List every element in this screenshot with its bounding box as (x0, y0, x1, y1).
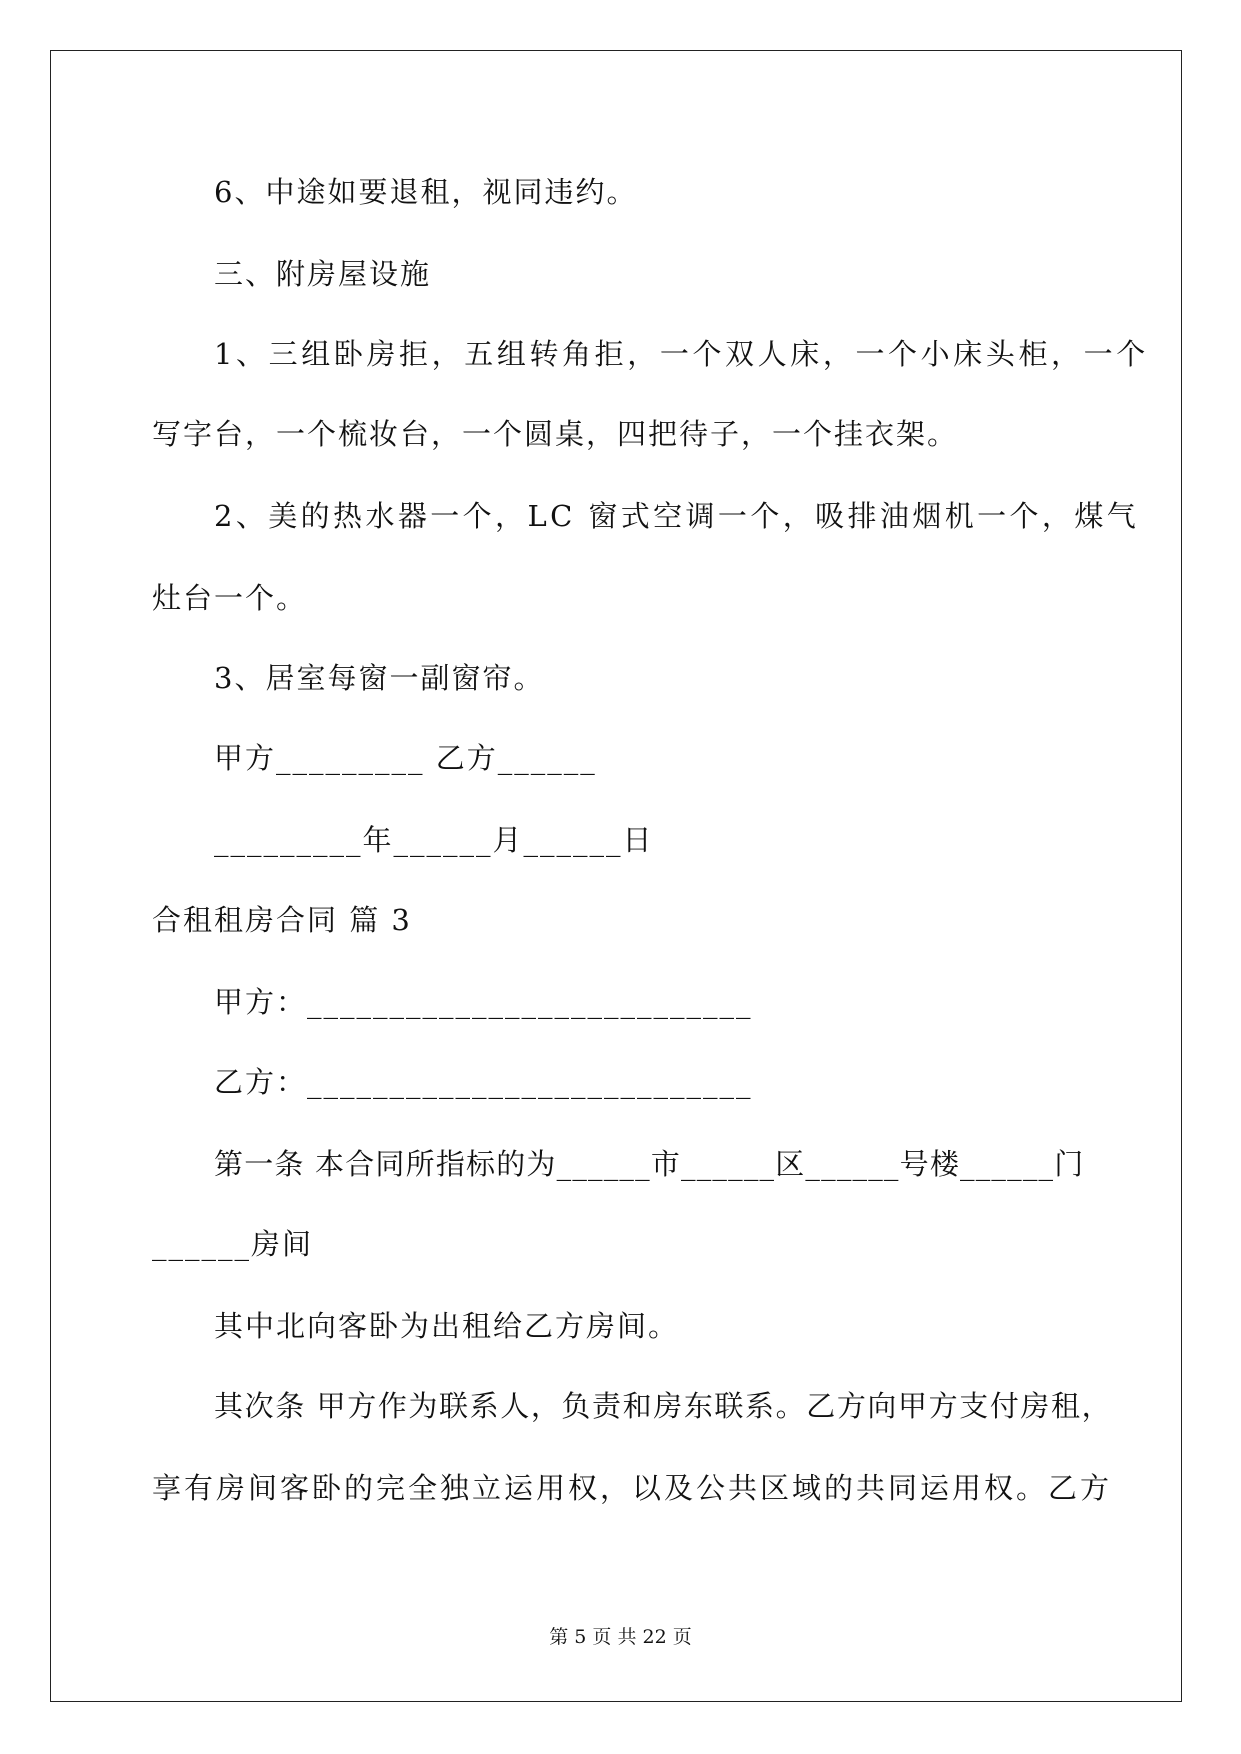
party-a-line: 甲方：___________________________ (214, 985, 753, 1019)
paragraph-line: 2、美的热水器一个，LC 窗式空调一个，吸排油烟机一个，煤气 (214, 499, 1140, 533)
paragraph-line: 1、三组卧房拒，五组转角拒，一个双人床，一个小床头柜，一个 (214, 337, 1149, 371)
paragraph-line: 6、中途如要退租，视同违约。 (214, 175, 638, 209)
paragraph-line: 享有房间客卧的完全独立运用权，以及公共区域的共同运用权。乙方 (152, 1471, 1113, 1505)
paragraph-line: 3、居室每窗一副窗帘。 (214, 661, 545, 695)
section-heading: 三、附房屋设施 (214, 257, 432, 291)
paragraph-line: 其中北向客卧为出租给乙方房间。 (214, 1309, 680, 1343)
paragraph-line: ______房间 (152, 1227, 314, 1261)
signature-line: 甲方_________ 乙方______ (214, 741, 597, 775)
paragraph-line: 灶台一个。 (152, 581, 308, 615)
paragraph-line: 写字台，一个梳妆台，一个圆桌，四把待子，一个挂衣架。 (152, 417, 959, 451)
page-border (50, 50, 1182, 1702)
paragraph-line: 第一条 本合同所指标的为______市______区______号楼______门 (214, 1147, 1085, 1181)
paragraph-line: 其次条 甲方作为联系人，负责和房东联系。乙方向甲方支付房租， (214, 1389, 1113, 1423)
date-line: _________年______月______日 (214, 823, 654, 857)
section-title: 合租租房合同 篇 3 (152, 903, 412, 937)
party-b-line: 乙方：___________________________ (214, 1065, 753, 1099)
page-number-footer: 第 5 页 共 22 页 (549, 1626, 692, 1648)
